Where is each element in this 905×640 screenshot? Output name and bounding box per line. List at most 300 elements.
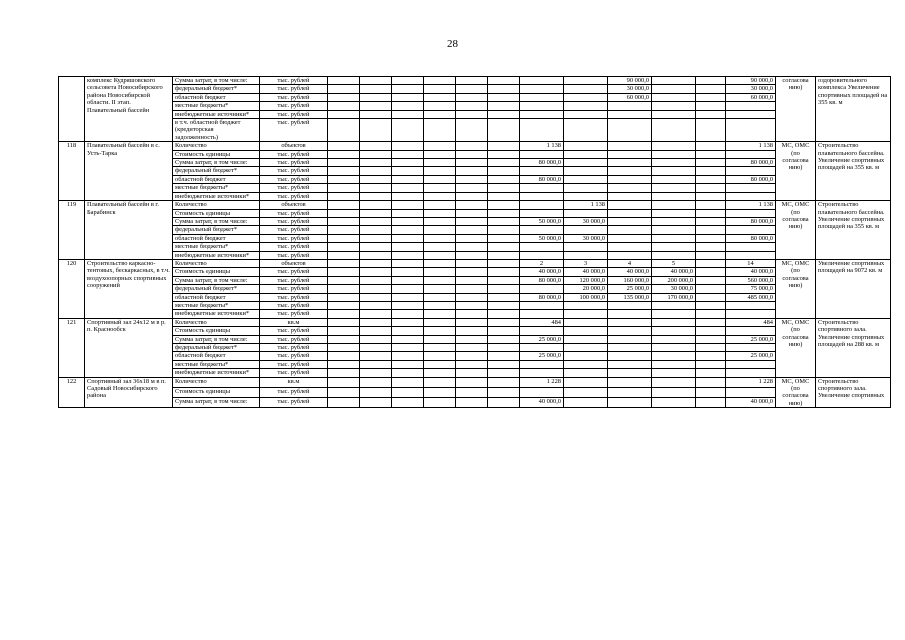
value-cell [488,276,520,284]
unit-cell: тыс. рублей [260,102,328,110]
indicator-name: Стоимость единицы [173,209,260,217]
table-row [59,234,891,242]
value-cell: 50 000,0 [520,234,564,242]
program-table [58,76,891,408]
total-cell: 14 [726,259,776,267]
total-cell: 485 000,0 [726,293,776,301]
value-cell [328,259,360,267]
value-cell [564,352,608,360]
unit-cell: тыс. рублей [260,209,328,217]
value-cell [328,318,360,326]
value-cell [652,209,696,217]
result-cell: Строительство плавательного бассейна. Увеличение спортивных площадей на 355 кв. м [816,142,891,201]
value-cell [328,77,360,85]
value-cell [328,150,360,158]
unit-cell: тыс. рублей [260,387,328,397]
value-cell [696,77,726,85]
unit-cell: тыс. рублей [260,293,328,301]
value-cell [328,369,360,377]
value-cell: 25 000,0 [520,335,564,343]
unit-cell: тыс. рублей [260,77,328,85]
value-cell [520,369,564,377]
value-cell [608,226,652,234]
value-cell [360,159,392,167]
value-cell [360,201,392,209]
total-cell [726,243,776,251]
value-cell [652,327,696,335]
value-cell [608,301,652,309]
value-cell [652,102,696,110]
value-cell [564,209,608,217]
value-cell [456,360,488,368]
indicator-name: областной бюджет [173,352,260,360]
executor-cell: МС, ОМС (по согласова нию) [776,142,816,201]
value-cell [360,93,392,101]
table-row [59,360,891,368]
value-cell [564,175,608,183]
value-cell [392,226,424,234]
value-cell [520,226,564,234]
value-cell [424,243,456,251]
value-cell [520,150,564,158]
table-row [59,251,891,259]
value-cell [360,209,392,217]
value-cell [520,344,564,352]
value-cell [360,377,392,387]
value-cell [424,167,456,175]
value-cell [456,301,488,309]
value-cell: 484 [520,318,564,326]
value-cell [488,102,520,110]
indicator-name: Количество [173,142,260,150]
value-cell [328,119,360,142]
value-cell [456,93,488,101]
indicator-name: областной бюджет [173,234,260,242]
total-cell [726,192,776,200]
value-cell [652,335,696,343]
value-cell [696,201,726,209]
value-cell [652,251,696,259]
value-cell [520,201,564,209]
indicator-name: в т.ч. областной бюджет (кредиторская задолженность) [173,119,260,142]
value-cell: 30 000,0 [608,85,652,93]
value-cell [488,93,520,101]
value-cell [328,209,360,217]
indicator-name: Количество [173,201,260,209]
table-row [59,192,891,200]
value-cell [328,398,360,408]
value-cell [328,285,360,293]
value-cell [392,369,424,377]
value-cell [696,276,726,284]
value-cell [652,352,696,360]
total-cell: 75 000,0 [726,285,776,293]
value-cell [696,167,726,175]
value-cell [392,276,424,284]
value-cell: 40 000,0 [520,268,564,276]
table-row [59,369,891,377]
value-cell [652,150,696,158]
value-cell [488,293,520,301]
value-cell [424,184,456,192]
unit-cell: тыс. рублей [260,159,328,167]
value-cell [488,217,520,225]
unit-cell: тыс. рублей [260,335,328,343]
value-cell: 40 000,0 [564,268,608,276]
value-cell [488,352,520,360]
value-cell [520,184,564,192]
table-row [59,85,891,93]
value-cell [328,293,360,301]
value-cell [424,387,456,397]
value-cell [652,344,696,352]
value-cell [424,377,456,387]
value-cell [360,77,392,85]
value-cell: 80 000,0 [520,159,564,167]
row-index [59,77,85,142]
value-cell [392,93,424,101]
value-cell [652,93,696,101]
value-cell [696,175,726,183]
value-cell [652,226,696,234]
value-cell [328,251,360,259]
value-cell [564,301,608,309]
row-index: 121 [59,318,85,377]
value-cell [456,251,488,259]
value-cell: 120 000,0 [564,276,608,284]
table-row [59,327,891,335]
value-cell [608,201,652,209]
value-cell [608,167,652,175]
total-cell [726,167,776,175]
indicator-name: внебюджетные источники* [173,192,260,200]
value-cell [328,110,360,118]
value-cell [360,175,392,183]
indicator-name: Стоимость единицы [173,268,260,276]
indicator-name: Стоимость единицы [173,327,260,335]
value-cell [564,142,608,150]
value-cell [564,184,608,192]
value-cell [564,387,608,397]
total-cell [726,150,776,158]
value-cell [456,226,488,234]
value-cell [696,360,726,368]
executor-cell: МС, ОМС (по согласова нию) [776,377,816,408]
value-cell [488,335,520,343]
value-cell [652,377,696,387]
value-cell [564,318,608,326]
value-cell [520,310,564,318]
value-cell [564,110,608,118]
total-cell: 90 000,0 [726,77,776,85]
value-cell [696,259,726,267]
value-cell [608,369,652,377]
value-cell [424,102,456,110]
event-name: Плавательный бассейн в с. Усть-Тарка [85,142,173,201]
unit-cell: тыс. рублей [260,251,328,259]
value-cell [360,310,392,318]
indicator-name: внебюджетные источники* [173,369,260,377]
value-cell [696,310,726,318]
total-cell: 25 000,0 [726,335,776,343]
value-cell [360,301,392,309]
value-cell [328,301,360,309]
indicator-name: областной бюджет [173,293,260,301]
value-cell [652,159,696,167]
value-cell [696,369,726,377]
table-row [59,119,891,142]
unit-cell: тыс. рублей [260,344,328,352]
value-cell: 1 138 [520,142,564,150]
value-cell [488,387,520,397]
value-cell [652,110,696,118]
value-cell: 80 000,0 [520,175,564,183]
value-cell [608,234,652,242]
value-cell [488,251,520,259]
value-cell [360,184,392,192]
total-cell [726,119,776,142]
result-cell: оздоровительного комплекса Увеличение спортивных площадей на 355 кв. м [816,77,891,142]
value-cell [696,243,726,251]
value-cell [488,119,520,142]
value-cell [696,226,726,234]
value-cell [424,234,456,242]
value-cell [520,360,564,368]
value-cell [456,352,488,360]
total-cell [726,310,776,318]
value-cell [488,192,520,200]
value-cell [392,293,424,301]
value-cell [360,387,392,397]
value-cell [360,85,392,93]
value-cell [360,119,392,142]
value-cell [424,285,456,293]
value-cell [520,327,564,335]
total-cell: 25 000,0 [726,352,776,360]
indicator-name: местные бюджеты* [173,184,260,192]
value-cell [652,360,696,368]
value-cell [424,293,456,301]
table-row [59,93,891,101]
result-cell: Строительство спортивного зала. Увеличение спортивных [816,377,891,408]
value-cell [564,360,608,368]
indicator-name: Стоимость единицы [173,387,260,397]
value-cell [328,377,360,387]
value-cell [652,201,696,209]
unit-cell: тыс. рублей [260,93,328,101]
value-cell [392,243,424,251]
value-cell [424,259,456,267]
value-cell [488,77,520,85]
value-cell [520,102,564,110]
indicator-name: местные бюджеты* [173,102,260,110]
value-cell [608,243,652,251]
value-cell [608,102,652,110]
value-cell [564,243,608,251]
total-cell: 30 000,0 [726,85,776,93]
table-row [59,159,891,167]
value-cell [360,398,392,408]
value-cell [608,310,652,318]
value-cell [652,234,696,242]
value-cell [392,352,424,360]
indicator-name: Сумма затрат, в том числе: [173,398,260,408]
unit-cell: тыс. рублей [260,310,328,318]
value-cell [328,310,360,318]
value-cell [360,259,392,267]
total-cell [726,184,776,192]
indicator-name: Сумма затрат, в том числе: [173,217,260,225]
table-row [59,77,891,85]
value-cell [696,150,726,158]
result-cell: Строительство плавательного бассейна. Увеличение спортивных площадей на 355 кв. м [816,201,891,260]
value-cell [456,369,488,377]
value-cell [456,276,488,284]
table-row [59,110,891,118]
value-cell [392,142,424,150]
table-row [59,344,891,352]
table-row [59,310,891,318]
value-cell [456,293,488,301]
row-index: 120 [59,259,85,318]
table-row [59,387,891,397]
value-cell [328,102,360,110]
value-cell [488,327,520,335]
value-cell [564,119,608,142]
value-cell [328,85,360,93]
total-cell: 80 000,0 [726,175,776,183]
value-cell: 80 000,0 [520,293,564,301]
unit-cell: кв.м [260,318,328,326]
value-cell [652,77,696,85]
value-cell [652,369,696,377]
total-cell [726,301,776,309]
value-cell [488,175,520,183]
indicator-name: местные бюджеты* [173,360,260,368]
value-cell [696,85,726,93]
value-cell: 40 000,0 [652,268,696,276]
total-cell: 80 000,0 [726,159,776,167]
value-cell [652,301,696,309]
value-cell [456,398,488,408]
value-cell [456,167,488,175]
value-cell [488,301,520,309]
table-row [59,398,891,408]
value-cell [360,110,392,118]
value-cell [360,335,392,343]
value-cell [456,217,488,225]
value-cell [392,167,424,175]
value-cell [564,369,608,377]
value-cell [392,192,424,200]
indicator-name: федеральный бюджет* [173,167,260,175]
unit-cell: тыс. рублей [260,192,328,200]
total-cell [726,102,776,110]
value-cell [424,318,456,326]
value-cell [488,167,520,175]
value-cell: 4 [608,259,652,267]
value-cell [608,327,652,335]
unit-cell: тыс. рублей [260,398,328,408]
row-index: 119 [59,201,85,260]
indicator-name: федеральный бюджет* [173,344,260,352]
value-cell [608,184,652,192]
unit-cell: тыс. рублей [260,268,328,276]
unit-cell: тыс. рублей [260,110,328,118]
indicator-name: областной бюджет [173,175,260,183]
value-cell [608,387,652,397]
value-cell [328,268,360,276]
value-cell [392,119,424,142]
value-cell [360,251,392,259]
value-cell [424,150,456,158]
unit-cell: тыс. рублей [260,369,328,377]
total-cell [726,387,776,397]
value-cell [608,142,652,150]
indicator-name: Количество [173,259,260,267]
value-cell [424,301,456,309]
value-cell: 1 228 [520,377,564,387]
total-cell: 1 228 [726,377,776,387]
value-cell [424,327,456,335]
value-cell [328,387,360,397]
value-cell [608,110,652,118]
value-cell [652,398,696,408]
total-cell [726,110,776,118]
value-cell [608,335,652,343]
value-cell [328,217,360,225]
value-cell [456,184,488,192]
value-cell [608,119,652,142]
table-row [59,102,891,110]
value-cell [328,184,360,192]
table-row [59,377,891,387]
value-cell [456,192,488,200]
total-cell: 40 000,0 [726,268,776,276]
value-cell [696,192,726,200]
indicator-name: Сумма затрат, в том числе: [173,335,260,343]
value-cell [456,335,488,343]
value-cell [456,110,488,118]
value-cell [328,142,360,150]
indicator-name: федеральный бюджет* [173,85,260,93]
value-cell [360,352,392,360]
value-cell [360,344,392,352]
value-cell [488,310,520,318]
value-cell [456,77,488,85]
unit-cell: тыс. рублей [260,360,328,368]
value-cell [564,167,608,175]
value-cell [424,352,456,360]
table-row [59,293,891,301]
value-cell [696,285,726,293]
value-cell [360,142,392,150]
value-cell [328,352,360,360]
value-cell [424,226,456,234]
unit-cell: тыс. рублей [260,184,328,192]
value-cell [696,293,726,301]
value-cell [696,344,726,352]
total-cell: 1 138 [726,201,776,209]
indicator-name: Количество [173,377,260,387]
unit-cell: объектов [260,201,328,209]
value-cell [564,85,608,93]
value-cell: 30 000,0 [564,217,608,225]
value-cell [424,159,456,167]
value-cell [328,192,360,200]
value-cell [424,85,456,93]
value-cell [652,217,696,225]
